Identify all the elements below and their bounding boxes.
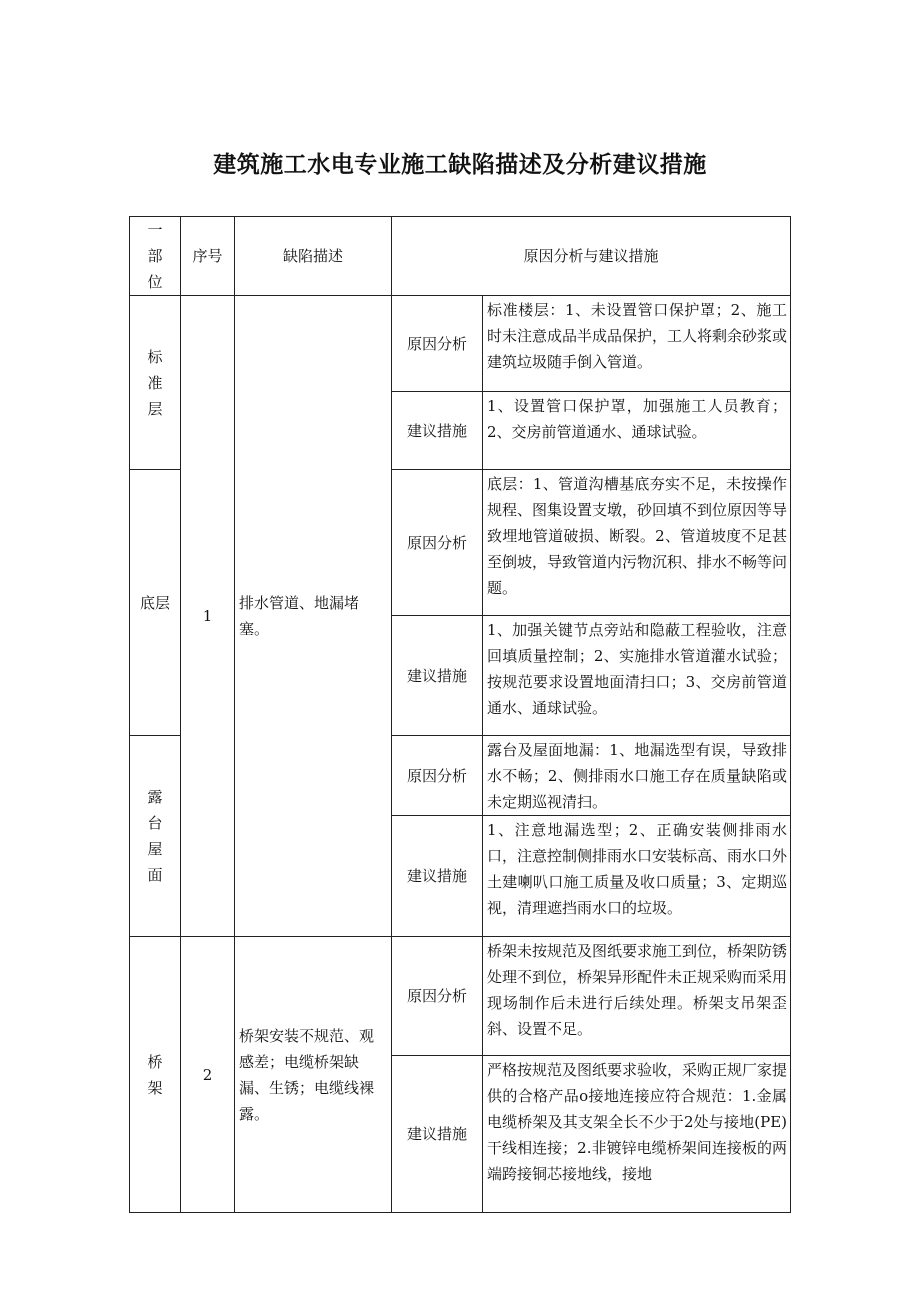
reason-label: 原因分析	[392, 470, 483, 616]
part-cell-terrace-roof: 露 台 屋 面	[130, 736, 181, 937]
measure-text: 1、设置管口保护罩，加强施工人员教育；2、交房前管道通水、通球试验。	[483, 392, 791, 470]
part-cell-ground-floor: 底层	[130, 470, 181, 736]
reason-text: 标准楼层：1、未设置管口保护罩；2、施工时未注意成品半成品保护，工人将剩余砂浆或建筑垃圾随手倒入管道。	[483, 296, 791, 392]
reason-text: 桥架未按规范及图纸要求施工到位，桥架防锈处理不到位，桥架异形配件未正规采购而采用现场制作后未进行后续处理。桥架支吊架歪斜、设置不足。	[483, 937, 791, 1056]
measure-label: 建议措施	[392, 392, 483, 470]
measure-label: 建议措施	[392, 1056, 483, 1213]
measure-text: 1、加强关键节点旁站和隐蔽工程验收，注意回填质量控制；2、实施排水管道灌水试验；按规范要求设置地面清扫口；3、交房前管道通水、通球试验。	[483, 616, 791, 736]
header-part: 一 部 位	[130, 217, 181, 296]
reason-label: 原因分析	[392, 937, 483, 1056]
defect-cell-1: 排水管道、地漏堵塞。	[235, 296, 392, 937]
table-row	[130, 296, 791, 392]
reason-label: 原因分析	[392, 736, 483, 816]
seq-cell-2: 2	[181, 937, 235, 1213]
measure-text: 严格按规范及图纸要求验收，采购正规厂家提供的合格产品o接地连接应符合规范：1.金属电缆桥架及其支架全长不少于2处与接地(PE)干线相连接；2.非镀锌电缆桥架间连接板的两端跨接铜芯接地线，接地	[483, 1056, 791, 1213]
defect-table	[129, 216, 791, 1213]
part-cell-cable-tray: 桥 架	[130, 937, 181, 1213]
reason-text: 露台及屋面地漏：1、地漏选型有误，导致排水不畅；2、侧排雨水口施工存在质量缺陷或未定期巡视清扫。	[483, 736, 791, 816]
measure-text: 1、注意地漏选型；2、正确安装侧排雨水口，注意控制侧排雨水口安装标高、雨水口外土建喇叭口施工质量及收口质量；3、定期巡视，清理遮挡雨水口的垃圾。	[483, 816, 791, 937]
part-cell-standard-floor: 标 准 层	[130, 296, 181, 470]
header-defect: 缺陷描述	[235, 217, 392, 296]
reason-text: 底层：1、管道沟槽基底夯实不足，未按操作规程、图集设置支墩，砂回填不到位原因等导致埋地管道破损、断裂。2、管道坡度不足甚至倒坡，导致管道内污物沉积、排水不畅等问题。	[483, 470, 791, 616]
defect-cell-2: 桥架安装不规范、观感差；电缆桥架缺漏、生锈；电缆线裸露。	[235, 937, 392, 1213]
reason-label: 原因分析	[392, 296, 483, 392]
table-header-row	[130, 217, 791, 296]
header-analysis: 原因分析与建议措施	[392, 217, 791, 296]
measure-label: 建议措施	[392, 616, 483, 736]
table-row	[130, 937, 791, 1056]
measure-label: 建议措施	[392, 816, 483, 937]
header-seq: 序号	[181, 217, 235, 296]
page-title: 建筑施工水电专业施工缺陷描述及分析建议措施	[213, 152, 707, 178]
seq-cell-1: 1	[181, 296, 235, 937]
